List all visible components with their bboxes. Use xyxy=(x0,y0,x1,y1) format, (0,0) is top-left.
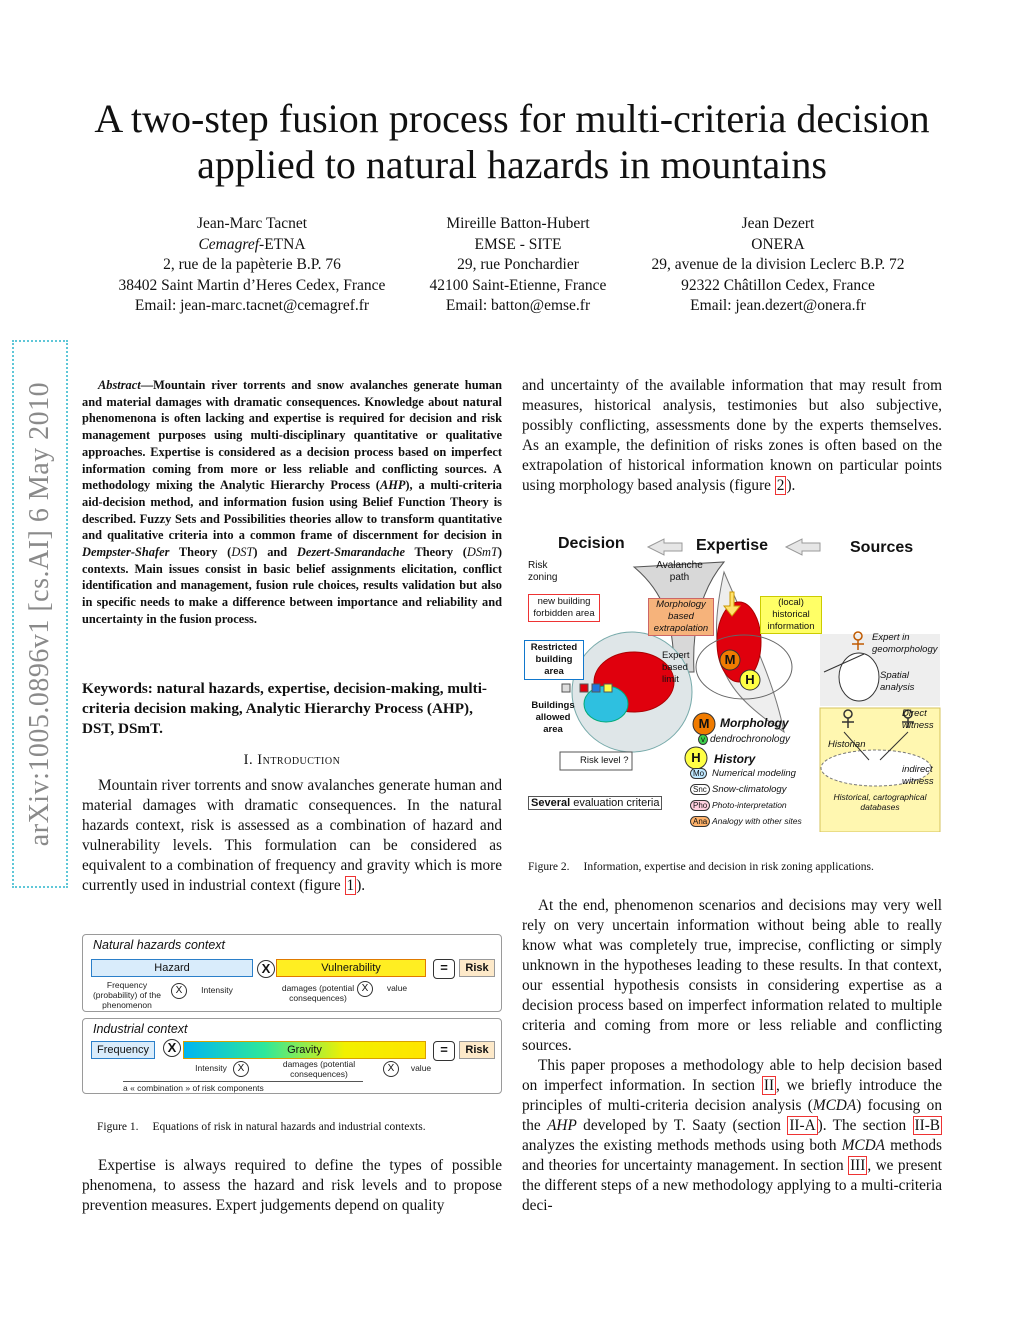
arrow-left-icon xyxy=(786,539,820,555)
buildings-allowed-label: Buildings allowed area xyxy=(531,700,575,735)
frequency-description: Frequency (probability) of the phenomenon xyxy=(92,980,162,1010)
intensity-label: Intensity xyxy=(195,1063,227,1073)
author-address-2: 92322 Châtillon Cedex, France xyxy=(681,276,875,294)
gravity-box: Gravity xyxy=(183,1041,426,1059)
snow-climatology-label: Snow-climatology xyxy=(712,784,787,795)
evaluation-criteria-box: Several evaluation criteria xyxy=(528,796,662,810)
author-address-1: 2, rue de la papèterie B.P. 76 xyxy=(163,256,341,273)
multiply-icon: X xyxy=(257,960,275,978)
intensity-label: Intensity xyxy=(201,985,233,995)
historical-databases-label: Historical, cartographical databases xyxy=(833,792,927,812)
section-IIB-link[interactable]: II-B xyxy=(914,1117,940,1134)
vulnerability-box: Vulnerability xyxy=(276,959,426,977)
expert-limit-label: Expert based limit xyxy=(662,650,690,685)
multiply-icon: X xyxy=(233,1061,249,1077)
intro-paragraph-1: Mountain river torrents and snow avalanches generate human and material damages with dramatic consequences. In the natural hazards context, risk is assessed as a combination of hazard and vulnerability levels. This formulation can be considered as equivalent to a combination of frequency and gravity which is more currently used in industrial context (figure 1 ). xyxy=(82,777,502,894)
avalanche-path-label: Avalanche path xyxy=(656,560,703,583)
m-badge: M xyxy=(698,716,710,731)
damages-label: damages (potential consequences) xyxy=(281,983,355,1003)
intro-paragraph-2: Expertise is always required to define the types of possible phenomena, to assess the hazard and risk levels and to propose prevention measures. Expert judgements depend on quality xyxy=(82,1157,502,1214)
author-org: ONERA xyxy=(751,235,805,253)
right-paragraph-2: At the end, phenomenon scenarios and decisions may very well rely on very uncertain information without being able to really know what was completely true, imprecise, conflicting or simply unknown in the hypotheses leading to these results. In that context, our essential hypothesis consists in considering expertise as a decision process based on imperfect information related to multiple criteria and coming from more or less reliable and conflicting sources. xyxy=(522,897,942,1054)
multiply-icon: X xyxy=(357,981,373,997)
author-email: Email: jean.dezert@onera.fr xyxy=(690,297,866,314)
historical-information-label: (local) historical information xyxy=(760,596,822,634)
frequency-box: Frequency xyxy=(91,1041,155,1059)
risk-level-label: Risk level ? xyxy=(580,755,629,766)
arxiv-stamp[interactable] xyxy=(12,340,68,888)
numerical-modeling-label: Numerical modeling xyxy=(712,768,796,779)
morphology-label: Morphology xyxy=(720,716,789,730)
author-block-3 xyxy=(618,214,938,317)
value-label: value xyxy=(410,1063,432,1073)
keywords: Keywords: natural hazards, expertise, decision-making, multi-criteria decision making, Analytic Hierarchy Process (AHP), DST, DSmT. xyxy=(82,680,487,737)
pho-badge: Pho xyxy=(690,800,710,811)
restricted-building-label: Restricted building area xyxy=(524,640,584,680)
expert-geomorphology-label: Expert in geomorphology xyxy=(872,632,938,655)
abstract: Abstract—Mountain river torrents and snow avalanches generate human and material damages with dramatic consequences. Knowledge about natural phenomenona is often lacking and expertise is required for decision and risk management purposes using multi-disciplinary quantitative or qualitative approaches. Expertise is considered as a decision process based on imperfect information coming from more or less reliable and conflicting sources. A methodology mixing the Analytic Hierarchy Process (AHP), a multi-criteria aid-decision method, and information fusion using Belief Function Theory is described. Fuzzy Sets and Possibilities theories allow to transform quantitative and qualitative criteria into a common frame of discernment for decision in Dempster-Shafer Theory (DST) and Dezert-Smarandache Theory (DSmT) contexts. Main issues consist in basic belief assignments elicitation, conflict identification and management, fusion rule choices, results validation but also in specific needs to make a difference between importance and reliability and uncertainty in the fusion process. xyxy=(82,378,502,626)
author-email: Email: jean-marc.tacnet@cemagref.fr xyxy=(134,297,370,314)
hazard-box: Hazard xyxy=(91,959,253,977)
figure-1-caption: Figure 1. Equations of risk in natural hazards and industrial contexts. xyxy=(97,1121,426,1133)
decision-header: Decision xyxy=(558,535,625,552)
arxiv-id: arXiv:1005.0896v1 [cs.AI] 6 May 2010 xyxy=(24,381,55,847)
analogy-label: Analogy with other sites xyxy=(712,816,802,826)
author-name: Mireille Batton-Hubert xyxy=(446,215,590,232)
new-building-forbidden-label: new building forbidden area xyxy=(528,594,600,622)
dendrochronology-label: dendrochronology xyxy=(710,734,791,745)
mo-badge: Mo xyxy=(690,768,707,779)
photo-interpretation-label: Photo-interpretation xyxy=(712,800,787,810)
legend-swatch xyxy=(592,684,600,692)
damages-label: damages (potential consequences) xyxy=(282,1059,356,1079)
industrial-context-label: Industrial context xyxy=(93,1022,188,1036)
right-paragraph-1: and uncertainty of the available information that may result from measures, historical analysis, testimonies but also subjective, possibly conflicting, assessments done by the experts themselves. As an example, the definition of risks zones is often based on the extrapolation of historical information known on particular points using morphology based analysis (figure 2 ). xyxy=(522,377,942,494)
author-address-2: 38402 Saint Martin d’Heres Cedex, France xyxy=(118,276,386,294)
multiply-icon: X xyxy=(383,1061,399,1077)
section-II-link[interactable]: II xyxy=(763,1077,775,1094)
expertise-header: Expertise xyxy=(696,537,769,554)
author-address-2: 42100 Saint-Etienne, France xyxy=(429,276,607,294)
h-badge: H xyxy=(691,750,701,765)
historian-label: Historian xyxy=(828,739,866,750)
right-paragraph-3: This paper proposes a methodology able to help decision based on imperfect information. In section II , we briefly introduce the principles of multi-criteria decision analysis (MCDA) focusing on the AHP developed by T. Saaty (section II-A ). The section II-B analyzes the existing methods methods using both MCDA methods and theories for uncertainty management. In section III , we present the different steps of a new methodology applying to a multi-criteria deci- xyxy=(522,1057,943,1214)
arrow-left-icon xyxy=(648,539,682,555)
indirect-witness-label: indirect witness xyxy=(902,764,934,787)
legend-swatch xyxy=(604,684,612,692)
figure-2 xyxy=(524,532,944,832)
legend-swatch xyxy=(562,684,570,692)
spatial-shape xyxy=(839,653,879,701)
combination-note: a « combination » of risk components xyxy=(123,1081,363,1093)
section-IIA-link[interactable]: II-A xyxy=(789,1117,816,1134)
risk-box: Risk xyxy=(459,959,495,977)
risk-box: Risk xyxy=(459,1041,495,1059)
author-address-1: 29, avenue de la division Leclerc B.P. 72 xyxy=(651,256,905,273)
author-address-1: 29, rue Ponchardier xyxy=(457,256,579,273)
direct-witness-label: Direct witness xyxy=(902,708,934,731)
history-label: History xyxy=(714,752,756,766)
figure-2-link[interactable]: 2 xyxy=(776,477,785,494)
author-name: Jean Dezert xyxy=(741,215,815,232)
value-label: value xyxy=(386,983,408,993)
author-name: Jean-Marc Tacnet xyxy=(196,215,308,232)
equals-icon: = xyxy=(433,1041,455,1061)
industrial-context-panel xyxy=(82,1018,502,1094)
figure-1-link[interactable]: 1 xyxy=(346,877,355,894)
risk-zoning-label: Risk zoning xyxy=(528,560,558,583)
sources-header: Sources xyxy=(850,539,914,556)
snc-badge: Snc xyxy=(690,784,710,795)
paper-title xyxy=(60,96,964,188)
abstract-label: Abstract xyxy=(98,378,141,392)
expert-red-zone xyxy=(717,602,761,682)
v-badge: v xyxy=(698,734,708,745)
natural-hazards-label: Natural hazards context xyxy=(93,938,226,952)
morphology-extrapolation-label: Morphology based extrapolation xyxy=(648,598,714,636)
figure-2-caption: Figure 2. Information, expertise and decision in risk zoning applications. xyxy=(528,861,874,873)
multiply-icon: X xyxy=(171,983,187,999)
multiply-icon: X xyxy=(163,1039,181,1057)
h-badge: H xyxy=(745,672,755,687)
m-badge: M xyxy=(724,652,736,667)
legend-swatch xyxy=(580,684,588,692)
section-III-link[interactable]: III xyxy=(850,1157,866,1174)
author-org: EMSE - SITE xyxy=(474,235,562,253)
figure-1 xyxy=(82,934,502,1094)
title-line-2: applied to natural hazards in mountains xyxy=(197,142,827,187)
equals-icon: = xyxy=(433,959,455,979)
natural-hazards-panel xyxy=(82,934,502,1012)
spatial-analysis-label: Spatial analysis xyxy=(880,670,915,693)
title-line-1: A two-step fusion process for multi-criteria decision xyxy=(94,96,930,141)
ana-badge: Ana xyxy=(690,816,710,827)
author-email: Email: batton@emse.fr xyxy=(445,297,591,314)
section-heading-introduction: I. Introduction xyxy=(243,752,341,768)
author-org: Cemagref-ETNA xyxy=(198,235,306,253)
